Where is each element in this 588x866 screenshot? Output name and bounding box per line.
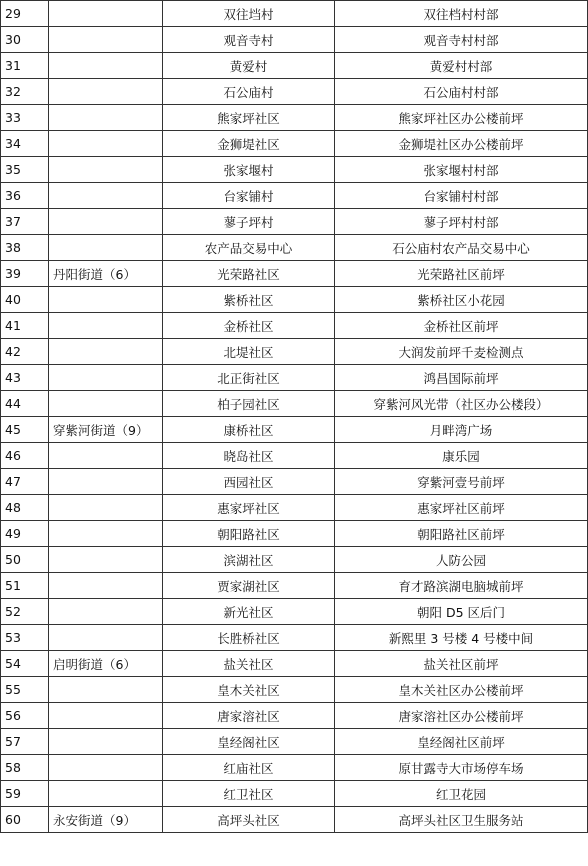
table-row	[1, 547, 588, 573]
street-cell: 丹阳街道（6）	[49, 261, 163, 287]
community-cell: 滨湖社区	[163, 547, 335, 573]
table-row	[1, 235, 588, 261]
row-number-cell: 31	[1, 53, 49, 79]
location-cell: 紫桥社区小花园	[335, 287, 588, 313]
community-cell: 红庙社区	[163, 755, 335, 781]
location-cell: 高坪头社区卫生服务站	[335, 807, 588, 833]
location-cell: 金狮堤社区办公楼前坪	[335, 131, 588, 157]
row-number-cell: 41	[1, 313, 49, 339]
row-number-cell: 30	[1, 27, 49, 53]
table-body	[1, 1, 588, 833]
row-number-cell: 60	[1, 807, 49, 833]
location-cell: 盐关社区前坪	[335, 651, 588, 677]
community-cell: 柏子园社区	[163, 391, 335, 417]
location-cell: 蓼子坪村村部	[335, 209, 588, 235]
street-cell	[49, 235, 163, 261]
table-row	[1, 287, 588, 313]
street-cell	[49, 183, 163, 209]
row-number-cell: 40	[1, 287, 49, 313]
location-cell: 观音寺村村部	[335, 27, 588, 53]
table-row	[1, 755, 588, 781]
location-cell: 石公庙村农产品交易中心	[335, 235, 588, 261]
street-cell	[49, 287, 163, 313]
table-row	[1, 521, 588, 547]
community-cell: 西园社区	[163, 469, 335, 495]
location-cell: 穿紫河风光带（社区办公楼段）	[335, 391, 588, 417]
community-cell: 石公庙村	[163, 79, 335, 105]
location-cell: 人防公园	[335, 547, 588, 573]
street-cell	[49, 1, 163, 27]
table-row	[1, 443, 588, 469]
location-cell: 黄爱村村部	[335, 53, 588, 79]
location-cell: 大润发前坪千麦检测点	[335, 339, 588, 365]
table-row	[1, 391, 588, 417]
row-number-cell: 50	[1, 547, 49, 573]
street-cell	[49, 391, 163, 417]
street-cell	[49, 755, 163, 781]
table-row	[1, 495, 588, 521]
street-cell	[49, 365, 163, 391]
community-cell: 盐关社区	[163, 651, 335, 677]
table-row	[1, 313, 588, 339]
table-row	[1, 157, 588, 183]
community-cell: 高坪头社区	[163, 807, 335, 833]
location-cell: 双往档村村部	[335, 1, 588, 27]
street-cell	[49, 677, 163, 703]
street-cell	[49, 703, 163, 729]
location-cell: 惠家坪社区前坪	[335, 495, 588, 521]
location-cell: 朝阳 D5 区后门	[335, 599, 588, 625]
location-cell: 金桥社区前坪	[335, 313, 588, 339]
table-row	[1, 625, 588, 651]
community-cell: 蓼子坪村	[163, 209, 335, 235]
row-number-cell: 49	[1, 521, 49, 547]
table-row	[1, 417, 588, 443]
row-number-cell: 54	[1, 651, 49, 677]
location-cell: 皇木关社区办公楼前坪	[335, 677, 588, 703]
community-cell: 光荣路社区	[163, 261, 335, 287]
street-cell	[49, 443, 163, 469]
table-row	[1, 703, 588, 729]
row-number-cell: 57	[1, 729, 49, 755]
street-cell	[49, 599, 163, 625]
row-number-cell: 48	[1, 495, 49, 521]
street-cell	[49, 495, 163, 521]
location-cell: 石公庙村村部	[335, 79, 588, 105]
community-cell: 观音寺村	[163, 27, 335, 53]
location-cell: 新熙里 3 号楼 4 号楼中间	[335, 625, 588, 651]
row-number-cell: 43	[1, 365, 49, 391]
row-number-cell: 47	[1, 469, 49, 495]
location-cell: 康乐园	[335, 443, 588, 469]
location-cell: 月畔湾广场	[335, 417, 588, 443]
street-cell: 永安街道（9）	[49, 807, 163, 833]
row-number-cell: 51	[1, 573, 49, 599]
community-cell: 长胜桥社区	[163, 625, 335, 651]
community-cell: 紫桥社区	[163, 287, 335, 313]
table-row	[1, 261, 588, 287]
table-row	[1, 131, 588, 157]
community-cell: 双往垱村	[163, 1, 335, 27]
community-cell: 贾家湖社区	[163, 573, 335, 599]
location-cell: 鸿昌国际前坪	[335, 365, 588, 391]
community-cell: 唐家溶社区	[163, 703, 335, 729]
community-cell: 黄爱村	[163, 53, 335, 79]
street-cell	[49, 469, 163, 495]
street-cell	[49, 79, 163, 105]
table-row	[1, 105, 588, 131]
street-cell	[49, 313, 163, 339]
street-cell	[49, 27, 163, 53]
location-cell: 原甘露寺大市场停车场	[335, 755, 588, 781]
row-number-cell: 59	[1, 781, 49, 807]
street-cell	[49, 131, 163, 157]
location-cell: 张家堰村村部	[335, 157, 588, 183]
row-number-cell: 33	[1, 105, 49, 131]
table-row	[1, 781, 588, 807]
community-cell: 晓岛社区	[163, 443, 335, 469]
street-cell	[49, 729, 163, 755]
row-number-cell: 29	[1, 1, 49, 27]
location-cell: 光荣路社区前坪	[335, 261, 588, 287]
table-row	[1, 651, 588, 677]
location-cell: 红卫花园	[335, 781, 588, 807]
table-row	[1, 677, 588, 703]
location-cell: 唐家溶社区办公楼前坪	[335, 703, 588, 729]
street-cell: 启明街道（6）	[49, 651, 163, 677]
row-number-cell: 39	[1, 261, 49, 287]
community-cell: 朝阳路社区	[163, 521, 335, 547]
street-cell	[49, 573, 163, 599]
location-cell: 朝阳路社区前坪	[335, 521, 588, 547]
table-row	[1, 339, 588, 365]
street-cell	[49, 209, 163, 235]
table-row	[1, 53, 588, 79]
street-cell	[49, 625, 163, 651]
street-cell	[49, 157, 163, 183]
street-cell	[49, 547, 163, 573]
table-row	[1, 599, 588, 625]
street-cell: 穿紫河街道（9）	[49, 417, 163, 443]
community-cell: 熊家坪社区	[163, 105, 335, 131]
table-row	[1, 365, 588, 391]
community-cell: 农产品交易中心	[163, 235, 335, 261]
row-number-cell: 32	[1, 79, 49, 105]
street-cell	[49, 105, 163, 131]
row-number-cell: 56	[1, 703, 49, 729]
row-number-cell: 42	[1, 339, 49, 365]
location-cell: 皇经阁社区前坪	[335, 729, 588, 755]
community-cell: 北正街社区	[163, 365, 335, 391]
community-cell: 惠家坪社区	[163, 495, 335, 521]
table-row	[1, 209, 588, 235]
row-number-cell: 53	[1, 625, 49, 651]
table-row	[1, 469, 588, 495]
row-number-cell: 34	[1, 131, 49, 157]
table-row	[1, 1, 588, 27]
row-number-cell: 44	[1, 391, 49, 417]
table-row	[1, 729, 588, 755]
community-cell: 皇经阁社区	[163, 729, 335, 755]
street-cell	[49, 521, 163, 547]
community-cell: 红卫社区	[163, 781, 335, 807]
street-cell	[49, 53, 163, 79]
location-cell: 熊家坪社区办公楼前坪	[335, 105, 588, 131]
table-row	[1, 27, 588, 53]
table-row	[1, 573, 588, 599]
row-number-cell: 35	[1, 157, 49, 183]
community-cell: 金桥社区	[163, 313, 335, 339]
community-cell: 台家铺村	[163, 183, 335, 209]
row-number-cell: 38	[1, 235, 49, 261]
row-number-cell: 37	[1, 209, 49, 235]
community-cell: 北堤社区	[163, 339, 335, 365]
row-number-cell: 55	[1, 677, 49, 703]
row-number-cell: 52	[1, 599, 49, 625]
table-row	[1, 807, 588, 833]
community-cell: 张家堰村	[163, 157, 335, 183]
location-cell: 台家铺村村部	[335, 183, 588, 209]
row-number-cell: 45	[1, 417, 49, 443]
row-number-cell: 58	[1, 755, 49, 781]
location-cell: 育才路滨湖电脑城前坪	[335, 573, 588, 599]
table-row	[1, 183, 588, 209]
community-cell: 金狮堤社区	[163, 131, 335, 157]
community-cell: 新光社区	[163, 599, 335, 625]
community-cell: 皇木关社区	[163, 677, 335, 703]
row-number-cell: 36	[1, 183, 49, 209]
community-cell: 康桥社区	[163, 417, 335, 443]
row-number-cell: 46	[1, 443, 49, 469]
street-cell	[49, 339, 163, 365]
street-cell	[49, 781, 163, 807]
table-row	[1, 79, 588, 105]
location-cell: 穿紫河壹号前坪	[335, 469, 588, 495]
